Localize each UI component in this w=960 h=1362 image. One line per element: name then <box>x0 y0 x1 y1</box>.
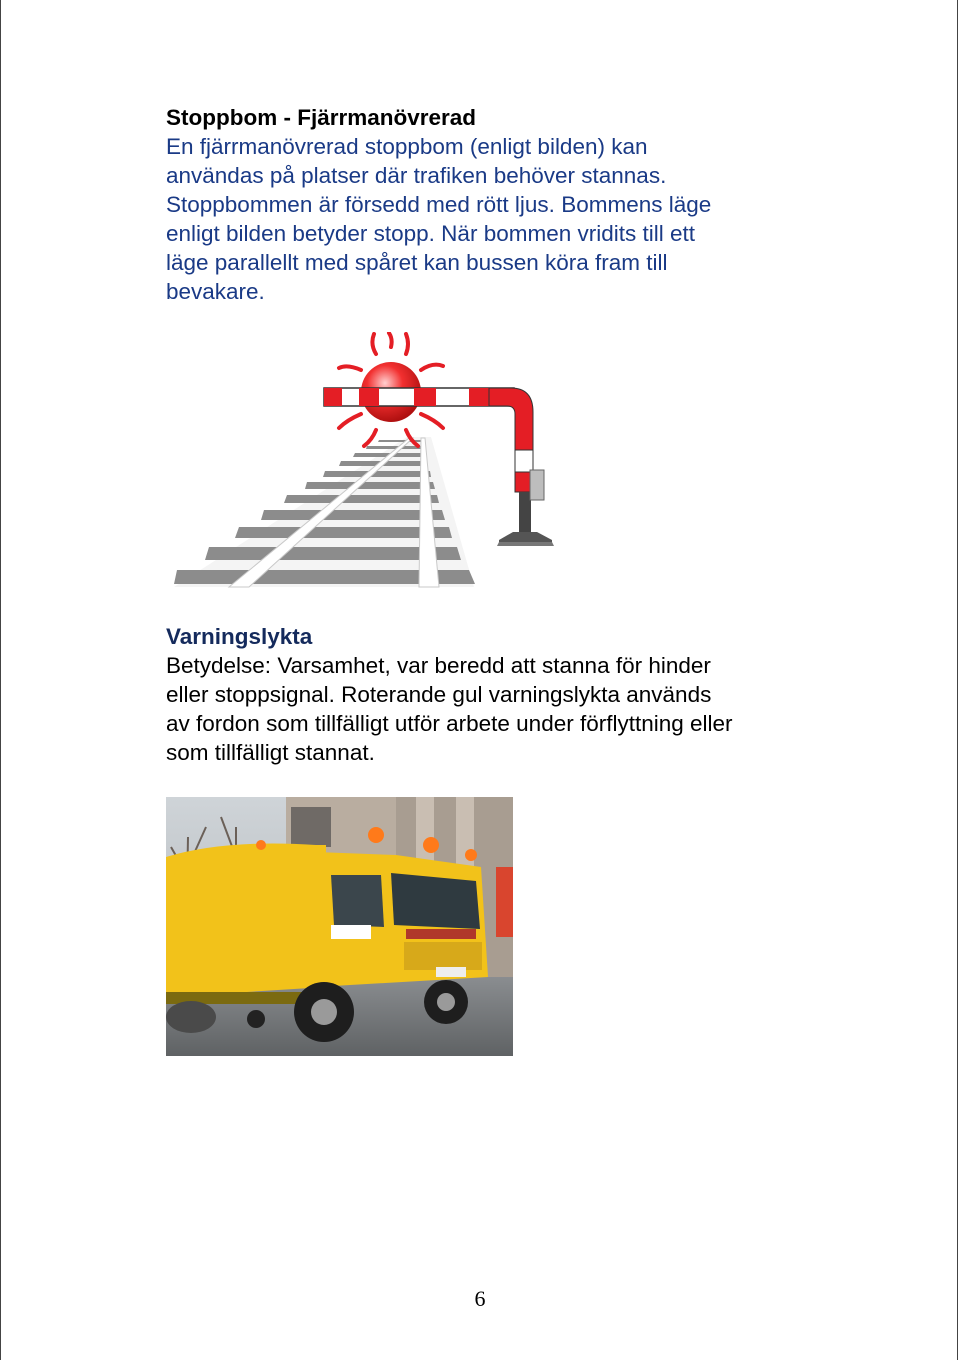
section-heading-varningslykta: Varningslykta <box>166 624 313 649</box>
section-line: läge parallellt med spåret kan bussen köra fram till <box>166 250 668 275</box>
street-sweeper-truck-photo <box>166 797 513 1056</box>
section-line: enligt bilden betyder stopp. När bommen vridits till ett <box>166 221 696 246</box>
section-line: En fjärrmanövrerad stoppbom (enligt bilden) kan <box>166 134 648 159</box>
page-number: 6 <box>474 1286 486 1311</box>
section-line: av fordon som tillfälligt utför arbete under förflyttning eller <box>166 711 733 736</box>
section-line: bevakare. <box>166 279 265 304</box>
section-line: Betydelse: Varsamhet, var beredd att stanna för hinder <box>166 653 711 678</box>
section-line: eller stoppsignal. Roterande gul varningslykta används <box>166 682 712 707</box>
section-line: användas på platser där trafiken behöver stannas. <box>166 163 667 188</box>
section-line: som tillfälligt stannat. <box>166 740 375 765</box>
railway-track <box>174 437 475 587</box>
section-line: Stoppbommen är försedd med rött ljus. Bommens läge <box>166 192 712 217</box>
section-stoppbom <box>166 103 806 306</box>
stop-barrier-illustration <box>169 332 559 594</box>
section-heading-stoppbom: Stoppbom - Fjärrmanövrerad <box>166 105 477 130</box>
section-varningslykta <box>166 622 806 767</box>
